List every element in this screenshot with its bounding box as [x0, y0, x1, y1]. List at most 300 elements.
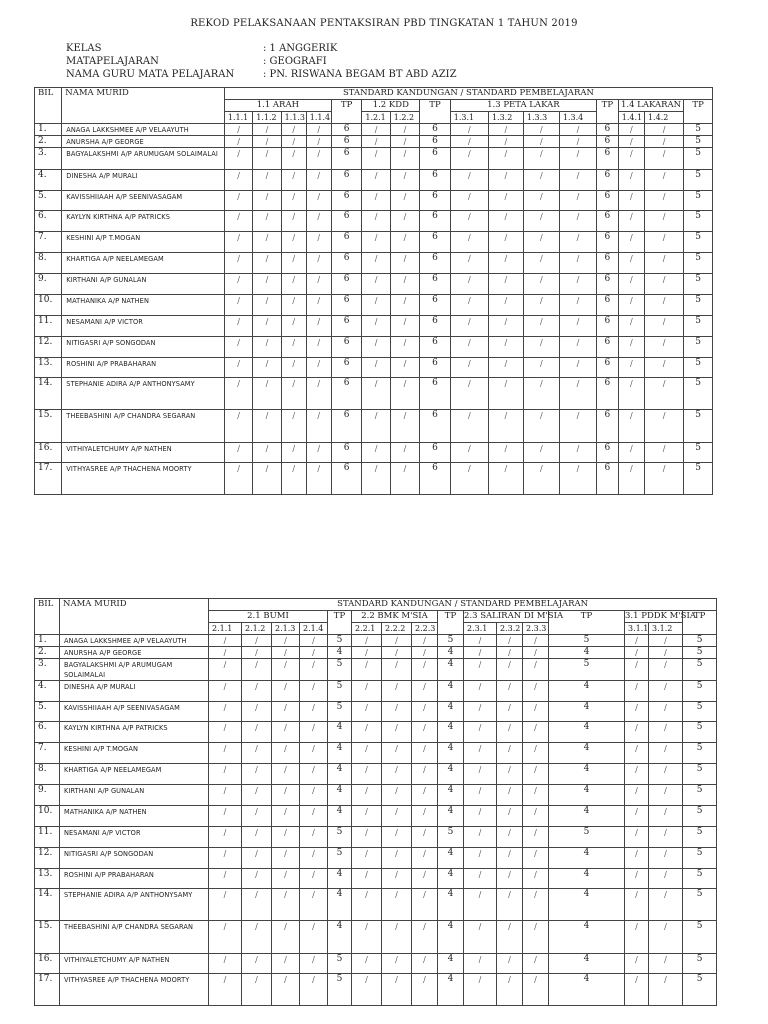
mark-cell: / [488, 274, 523, 295]
info-value: : PN. RISWANA BEGAM BT ABD AZIZ [263, 69, 457, 80]
mark-cell: / [559, 232, 596, 253]
header-sub-code: 2.1.1 [209, 623, 242, 635]
student-bil: 14. [35, 378, 62, 410]
mark-cell: / [523, 316, 559, 337]
student-name: NESAMANI A/P VICTOR [60, 827, 209, 848]
student-name: KIRTHANI A/P GUNALAN [62, 274, 225, 295]
student-name: NITIGASRI A/P SONGODAN [60, 848, 209, 869]
tp-value: 5 [684, 443, 713, 463]
mark-cell: / [412, 722, 438, 743]
header-tp: TP [683, 611, 717, 635]
mark-cell: / [306, 211, 331, 232]
mark-cell: / [242, 764, 272, 785]
mark-cell: / [242, 954, 272, 974]
mark-cell: / [559, 170, 596, 191]
mark-cell: / [523, 647, 549, 659]
mark-cell: / [253, 211, 281, 232]
mark-cell: / [412, 635, 438, 647]
mark-cell: / [625, 647, 649, 659]
mark-cell: / [488, 170, 523, 191]
tp-value: 4 [438, 647, 464, 659]
mark-cell: / [644, 211, 683, 232]
student-bil: 11. [35, 827, 60, 848]
tp-value: 4 [438, 681, 464, 702]
mark-cell: / [450, 170, 488, 191]
mark-cell: / [559, 253, 596, 274]
student-row [35, 681, 743, 702]
mark-cell: / [362, 232, 390, 253]
mark-cell: / [253, 443, 281, 463]
mark-cell: / [281, 191, 306, 211]
mark-cell: / [306, 358, 331, 378]
tp-value: 5 [684, 170, 713, 191]
info-block [66, 42, 457, 81]
info-label: KELAS [66, 43, 102, 54]
mark-cell: / [242, 702, 272, 722]
mark-cell: / [362, 463, 390, 495]
student-bil: 3. [35, 148, 62, 170]
student-bil: 4. [35, 170, 62, 191]
mark-cell: / [306, 378, 331, 410]
mark-cell: / [242, 743, 272, 764]
mark-cell: / [352, 635, 382, 647]
mark-cell: / [352, 869, 382, 889]
student-name: NESAMANI A/P VICTOR [62, 316, 225, 337]
info-value: : GEOGRAFI [263, 56, 327, 67]
tp-value: 6 [420, 232, 451, 253]
mark-cell: / [362, 191, 390, 211]
tp-value: 4 [438, 785, 464, 806]
student-row [35, 136, 713, 148]
tp-value: 6 [331, 211, 362, 232]
student-bil: 6. [35, 722, 60, 743]
mark-cell: / [625, 659, 649, 681]
tp-value: 5 [549, 659, 625, 681]
student-row [35, 358, 713, 378]
tp-value: 6 [331, 443, 362, 463]
tp-value: 5 [684, 316, 713, 337]
mark-cell: / [300, 785, 328, 806]
mark-cell: / [306, 136, 331, 148]
mark-cell: / [412, 681, 438, 702]
student-row [35, 232, 713, 253]
mark-cell: / [618, 253, 644, 274]
mark-cell: / [497, 974, 523, 1006]
mark-cell: / [242, 827, 272, 848]
mark-cell: / [412, 974, 438, 1006]
mark-cell: / [224, 148, 252, 170]
mark-cell: / [281, 274, 306, 295]
header-sub-code: 1.1.1 [224, 112, 252, 124]
mark-cell: / [644, 232, 683, 253]
header-tp: TP [438, 611, 464, 635]
mark-cell: / [523, 337, 559, 358]
mark-cell: / [649, 848, 683, 869]
mark-cell: / [497, 743, 523, 764]
mark-cell: / [644, 295, 683, 316]
tp-value: 5 [549, 827, 625, 848]
tp-value: 4 [549, 647, 625, 659]
tp-value: 6 [420, 148, 451, 170]
tp-value: 5 [683, 702, 717, 722]
student-bil: 9. [35, 785, 60, 806]
mark-cell: / [352, 743, 382, 764]
mark-cell: / [464, 722, 497, 743]
header-nama-murid: NAMA MURID [62, 88, 225, 124]
header-sub-code: 1.3.3 [523, 112, 559, 124]
mark-cell: / [390, 337, 419, 358]
mark-cell: / [306, 124, 331, 136]
mark-cell: / [352, 806, 382, 827]
mark-cell: / [464, 974, 497, 1006]
tp-value: 4 [328, 785, 352, 806]
tp-value: 5 [683, 848, 717, 869]
mark-cell: / [281, 124, 306, 136]
mark-cell: / [390, 191, 419, 211]
tp-value: 6 [596, 337, 618, 358]
mark-cell: / [649, 921, 683, 954]
tp-value: 6 [420, 463, 451, 495]
mark-cell: / [352, 954, 382, 974]
tp-value: 6 [331, 337, 362, 358]
header-standard: STANDARD KANDUNGAN / STANDARD PEMBELAJARAN [209, 599, 717, 611]
student-bil: 13. [35, 358, 62, 378]
mark-cell: / [412, 921, 438, 954]
mark-cell: / [618, 378, 644, 410]
student-row [35, 148, 713, 170]
header-group: 2.1 BUMI [209, 611, 328, 623]
tp-value: 6 [420, 295, 451, 316]
mark-cell: / [224, 211, 252, 232]
mark-cell: / [253, 316, 281, 337]
mark-cell: / [464, 921, 497, 954]
mark-cell: / [644, 316, 683, 337]
mark-cell: / [625, 764, 649, 785]
tp-value: 5 [328, 702, 352, 722]
mark-cell: / [488, 253, 523, 274]
mark-cell: / [649, 806, 683, 827]
student-bil: 3. [35, 659, 60, 681]
mark-cell: / [382, 647, 412, 659]
mark-cell: / [559, 410, 596, 443]
mark-cell: / [242, 889, 272, 921]
mark-cell: / [618, 443, 644, 463]
student-bil: 15. [35, 921, 60, 954]
mark-cell: / [209, 764, 242, 785]
mark-cell: / [618, 124, 644, 136]
mark-cell: / [242, 681, 272, 702]
mark-cell: / [488, 316, 523, 337]
mark-cell: / [306, 443, 331, 463]
tp-value: 6 [331, 124, 362, 136]
mark-cell: / [362, 295, 390, 316]
student-row [35, 463, 713, 495]
mark-cell: / [272, 974, 300, 1006]
mark-cell: / [281, 232, 306, 253]
mark-cell: / [523, 954, 549, 974]
mark-cell: / [649, 743, 683, 764]
tp-value: 4 [549, 954, 625, 974]
mark-cell: / [253, 463, 281, 495]
student-row [35, 764, 743, 785]
mark-cell: / [523, 764, 549, 785]
student-bil: 4. [35, 681, 60, 702]
mark-cell: / [559, 295, 596, 316]
mark-cell: / [390, 443, 419, 463]
tp-value: 4 [549, 848, 625, 869]
student-name: ROSHINI A/P PRABAHARAN [62, 358, 225, 378]
mark-cell: / [281, 253, 306, 274]
mark-cell: / [306, 295, 331, 316]
mark-cell: / [559, 358, 596, 378]
mark-cell: / [523, 463, 559, 495]
mark-cell: / [523, 827, 549, 848]
student-row [35, 211, 713, 232]
mark-cell: / [300, 764, 328, 785]
mark-cell: / [464, 659, 497, 681]
tp-value: 5 [684, 410, 713, 443]
mark-cell: / [488, 463, 523, 495]
mark-cell: / [224, 378, 252, 410]
mark-cell: / [464, 743, 497, 764]
header-sub-code: 1.3.1 [450, 112, 488, 124]
mark-cell: / [209, 848, 242, 869]
student-bil: 10. [35, 806, 60, 827]
mark-cell: / [450, 316, 488, 337]
student-name: BAGYALAKSHMI A/P ARUMUGAM SOLAIMALAI [60, 659, 209, 681]
tp-value: 4 [438, 764, 464, 785]
mark-cell: / [224, 136, 252, 148]
student-bil: 16. [35, 954, 60, 974]
mark-cell: / [362, 358, 390, 378]
mark-cell: / [523, 410, 559, 443]
tp-value: 6 [420, 136, 451, 148]
mark-cell: / [412, 954, 438, 974]
mark-cell: / [242, 869, 272, 889]
mark-cell: / [253, 410, 281, 443]
mark-cell: / [281, 316, 306, 337]
mark-cell: / [450, 378, 488, 410]
mark-cell: / [464, 764, 497, 785]
tp-value: 6 [420, 253, 451, 274]
mark-cell: / [224, 316, 252, 337]
tp-value: 4 [438, 889, 464, 921]
student-bil: 1. [35, 124, 62, 136]
mark-cell: / [464, 635, 497, 647]
mark-cell: / [450, 337, 488, 358]
student-row [35, 921, 743, 954]
mark-cell: / [362, 148, 390, 170]
tp-value: 6 [420, 211, 451, 232]
mark-cell: / [644, 274, 683, 295]
mark-cell: / [352, 647, 382, 659]
mark-cell: / [209, 702, 242, 722]
mark-cell: / [625, 743, 649, 764]
mark-cell: / [272, 681, 300, 702]
student-name: MATHANIKA A/P NATHEN [60, 806, 209, 827]
mark-cell: / [362, 378, 390, 410]
mark-cell: / [382, 954, 412, 974]
mark-cell: / [488, 295, 523, 316]
mark-cell: / [523, 974, 549, 1006]
mark-cell: / [281, 358, 306, 378]
mark-cell: / [618, 232, 644, 253]
tp-value: 5 [683, 722, 717, 743]
tp-value: 6 [331, 378, 362, 410]
mark-cell: / [272, 848, 300, 869]
mark-cell: / [209, 743, 242, 764]
mark-cell: / [523, 232, 559, 253]
mark-cell: / [497, 869, 523, 889]
mark-cell: / [412, 869, 438, 889]
tp-value: 6 [420, 410, 451, 443]
student-name: KAYLYN KIRTHNA A/P PATRICKS [60, 722, 209, 743]
mark-cell: / [618, 463, 644, 495]
mark-cell: / [523, 635, 549, 647]
mark-cell: / [649, 647, 683, 659]
header-sub-code: 1.2.1 [362, 112, 390, 124]
mark-cell: / [488, 410, 523, 443]
mark-cell: / [224, 295, 252, 316]
mark-cell: / [209, 921, 242, 954]
mark-cell: / [242, 647, 272, 659]
info-value: : 1 ANGGERIK [263, 43, 338, 54]
mark-cell: / [644, 253, 683, 274]
tp-value: 5 [684, 232, 713, 253]
mark-cell: / [644, 410, 683, 443]
mark-cell: / [488, 358, 523, 378]
mark-cell: / [362, 124, 390, 136]
tp-value: 5 [684, 358, 713, 378]
mark-cell: / [523, 274, 559, 295]
mark-cell: / [450, 274, 488, 295]
student-row [35, 124, 713, 136]
mark-cell: / [497, 889, 523, 921]
mark-cell: / [352, 722, 382, 743]
mark-cell: / [450, 358, 488, 378]
mark-cell: / [281, 136, 306, 148]
mark-cell: / [253, 232, 281, 253]
mark-cell: / [362, 410, 390, 443]
mark-cell: / [281, 148, 306, 170]
mark-cell: / [242, 722, 272, 743]
mark-cell: / [625, 869, 649, 889]
mark-cell: / [497, 921, 523, 954]
tp-value: 6 [420, 124, 451, 136]
tp-value: 4 [549, 869, 625, 889]
mark-cell: / [306, 191, 331, 211]
student-name: ANAGA LAKKSHMEE A/P VELAAYUTH [62, 124, 225, 136]
student-row [35, 443, 713, 463]
student-name: KHARTIGA A/P NEELAMEGAM [60, 764, 209, 785]
header-group: 1.2 KDD [362, 100, 420, 112]
student-row [35, 869, 743, 889]
tp-value: 4 [328, 764, 352, 785]
mark-cell: / [464, 954, 497, 974]
tp-value: 6 [331, 191, 362, 211]
header-sub-code: 1.1.2 [253, 112, 281, 124]
mark-cell: / [618, 136, 644, 148]
tp-value: 4 [438, 869, 464, 889]
mark-cell: / [352, 659, 382, 681]
student-row [35, 827, 743, 848]
mark-cell: / [523, 124, 559, 136]
tp-value: 6 [596, 463, 618, 495]
mark-cell: / [352, 921, 382, 954]
student-row [35, 702, 743, 722]
student-bil: 12. [35, 337, 62, 358]
tp-value: 6 [596, 211, 618, 232]
mark-cell: / [464, 869, 497, 889]
mark-cell: / [253, 124, 281, 136]
mark-cell: / [390, 170, 419, 191]
student-row [35, 659, 743, 681]
mark-cell: / [649, 827, 683, 848]
mark-cell: / [523, 358, 559, 378]
mark-cell: / [618, 295, 644, 316]
tp-value: 4 [438, 806, 464, 827]
mark-cell: / [625, 785, 649, 806]
mark-cell: / [382, 889, 412, 921]
tp-value: 4 [549, 921, 625, 954]
mark-cell: / [272, 743, 300, 764]
mark-cell: / [253, 253, 281, 274]
tp-value: 6 [596, 124, 618, 136]
mark-cell: / [382, 635, 412, 647]
tp-value: 5 [684, 124, 713, 136]
mark-cell: / [523, 378, 559, 410]
mark-cell: / [306, 232, 331, 253]
mark-cell: / [253, 295, 281, 316]
student-row [35, 378, 713, 410]
mark-cell: / [497, 764, 523, 785]
tp-value: 4 [549, 785, 625, 806]
mark-cell: / [649, 974, 683, 1006]
student-row [35, 889, 743, 921]
mark-cell: / [625, 921, 649, 954]
header-tp: TP [684, 100, 713, 124]
mark-cell: / [412, 889, 438, 921]
mark-cell: / [390, 124, 419, 136]
mark-cell: / [209, 785, 242, 806]
mark-cell: / [224, 274, 252, 295]
mark-cell: / [300, 647, 328, 659]
student-bil: 7. [35, 743, 60, 764]
student-row [35, 848, 743, 869]
mark-cell: / [209, 635, 242, 647]
header-group: 2.2 BMK M'SIA [352, 611, 438, 623]
mark-cell: / [362, 316, 390, 337]
tp-value: 6 [331, 410, 362, 443]
header-group: 2.3 SALIRAN DI M'SIA [464, 611, 564, 621]
mark-cell: / [272, 702, 300, 722]
mark-cell: / [625, 827, 649, 848]
mark-cell: / [382, 921, 412, 954]
mark-cell: / [306, 463, 331, 495]
mark-cell: / [649, 681, 683, 702]
tp-value: 5 [684, 253, 713, 274]
student-bil: 6. [35, 211, 62, 232]
tp-value: 5 [684, 211, 713, 232]
tp-value: 5 [549, 635, 625, 647]
mark-cell: / [306, 170, 331, 191]
mark-cell: / [559, 148, 596, 170]
mark-cell: / [242, 806, 272, 827]
tp-value: 6 [420, 191, 451, 211]
mark-cell: / [281, 295, 306, 316]
header-group: 1.1 ARAH [224, 100, 331, 112]
tp-value: 6 [596, 170, 618, 191]
